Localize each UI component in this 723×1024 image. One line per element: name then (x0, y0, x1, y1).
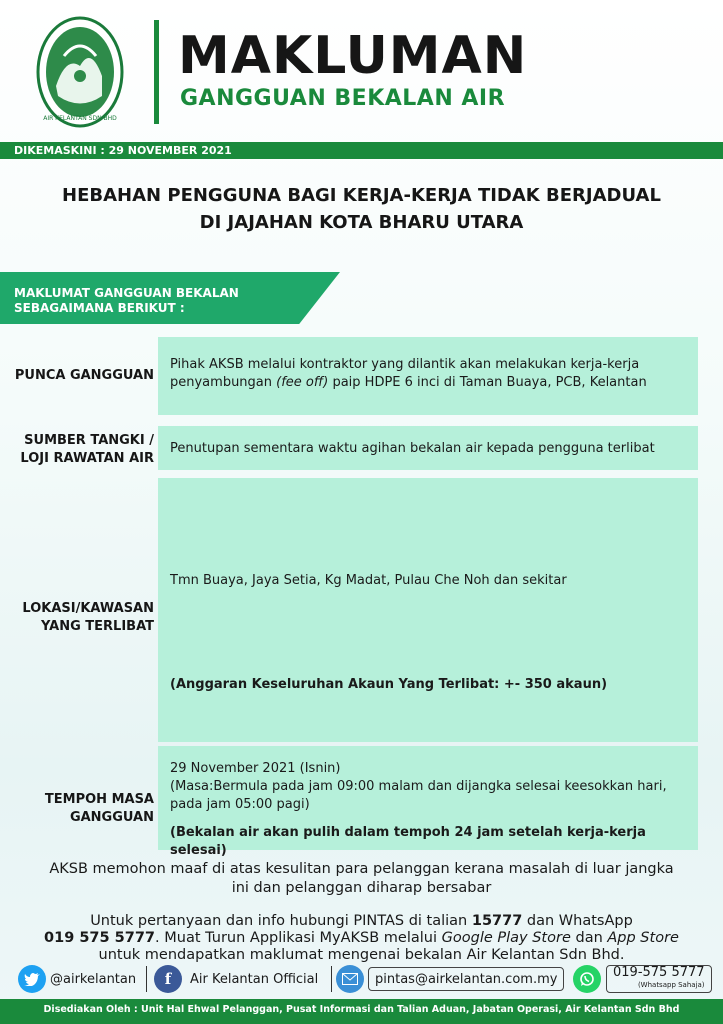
page-title: MAKLUMAN (178, 26, 528, 86)
lokasi-label (22, 600, 154, 636)
apology-line1: AKSB memohon maaf di atas kesulitan para pelanggan kerana masalah di luar jangka (49, 861, 674, 877)
info-ribbon-line1: MAKLUMAT GANGGUAN BEKALAN (14, 286, 239, 300)
tempoh-date: 29 November 2021 (Isnin) (170, 761, 341, 776)
whatsapp-note: (Whatsapp Sahaja) (637, 981, 705, 989)
tempoh-box (158, 746, 698, 858)
info-ribbon-line2: SEBAGAIMANA BERIKUT : (14, 301, 185, 315)
lokasi-accounts: (Anggaran Keseluruhan Akaun Yang Terlibat: +- 350 akaun) (170, 677, 608, 692)
apology-text (0, 860, 723, 898)
apology-line2: ini dan pelanggan diharap bersabar (231, 880, 492, 896)
tempoh-label-line2: GANGGUAN (69, 810, 154, 825)
tempoh-time-line2: pada jam 05:00 pagi) (170, 797, 310, 812)
notice-heading-line2: DI JAJAHAN KOTA BHARU UTARA (199, 212, 524, 233)
contact-line3: untuk mendapatkan maklumat mengenai bekalan Air Kelantan Sdn Bhd. (98, 947, 625, 963)
lokasi-label-line2: YANG TERLIBAT (40, 619, 154, 634)
whatsapp-phone: 019-575 5777 (613, 965, 705, 980)
punca-text-line1: Pihak AKSB melalui kontraktor yang dilantik akan melakukan kerja-kerja (170, 357, 640, 372)
twitter-handle: @airkelantan (50, 971, 137, 987)
header-divider (154, 20, 159, 124)
pintas-number: 15777 (471, 913, 523, 929)
notice-heading-line1: HEBAHAN PENGGUNA BAGI KERJA-KERJA TIDAK BERJADUAL (62, 185, 661, 206)
tempoh-label (45, 791, 154, 827)
email-link[interactable] (336, 964, 564, 994)
twitter-icon (18, 965, 46, 993)
social-separator (146, 966, 147, 992)
contact-line1: Untuk pertanyaan dan info hubungi PINTAS di talian 15777 dan WhatsApp (90, 913, 633, 929)
punca-label: PUNCA GANGGUAN (14, 368, 154, 383)
whatsapp-number: 019 575 5777 (44, 930, 156, 946)
tempoh-label-line1: TEMPOH MASA (44, 792, 154, 807)
footer-bar (0, 999, 723, 1024)
info-ribbon-text (14, 286, 239, 316)
updated-date: DIKEMASKINI : 29 NOVEMBER 2021 (14, 144, 232, 157)
social-bar (0, 962, 723, 996)
facebook-icon: f (154, 965, 182, 993)
whatsapp-icon (573, 965, 601, 993)
social-separator (331, 966, 332, 992)
updated-bar (0, 142, 723, 159)
sumber-label-line1: SUMBER TANGKI / (24, 433, 154, 448)
email-icon (336, 965, 364, 993)
punca-text-line2: penyambungan (fee off) paip HDPE 6 inci di Taman Buaya, PCB, Kelantan (170, 375, 647, 390)
whatsapp-link[interactable] (573, 964, 712, 994)
sumber-label (20, 432, 154, 468)
sumber-label-line2: LOJI RAWATAN AIR (20, 451, 154, 466)
svg-text:AIR KELANTAN SDN BHD: AIR KELANTAN SDN BHD (43, 115, 117, 122)
lokasi-label-line1: LOKASI/KAWASAN (22, 601, 154, 616)
lokasi-areas: Tmn Buaya, Jaya Setia, Kg Madat, Pulau Che Noh dan sekitar (170, 573, 567, 588)
page-subtitle: GANGGUAN BEKALAN AIR (180, 86, 506, 111)
sumber-box (158, 426, 698, 470)
punca-box (158, 337, 698, 415)
contact-text (0, 913, 723, 964)
tempoh-time-line1: (Masa:Bermula pada jam 09:00 malam dan dijangka selesai keesokkan hari, (170, 779, 667, 794)
tempoh-note: (Bekalan air akan pulih dalam tempoh 24 jam setelah kerja-kerja selesai) (170, 825, 646, 858)
whatsapp-box (606, 965, 712, 993)
twitter-link[interactable] (18, 964, 136, 994)
contact-line2: 019 575 5777. Muat Turun Applikasi MyAKSB melalui Google Play Store dan App Store (44, 930, 679, 946)
lokasi-box (158, 478, 698, 742)
notice-heading (0, 182, 723, 236)
footer-text: Disediakan Oleh : Unit Hal Ehwal Pelanggan, Pusat Informasi dan Talian Aduan, Jabatan Operasi, Air Kelantan Sdn Bhd (43, 1004, 680, 1015)
sumber-text: Penutupan sementara waktu agihan bekalan air kepada pengguna terlibat (170, 441, 655, 456)
email-address: pintas@airkelantan.com.my (368, 967, 564, 991)
logo-icon (36, 16, 124, 128)
facebook-link[interactable] (154, 964, 318, 994)
facebook-name: Air Kelantan Official (190, 971, 319, 987)
